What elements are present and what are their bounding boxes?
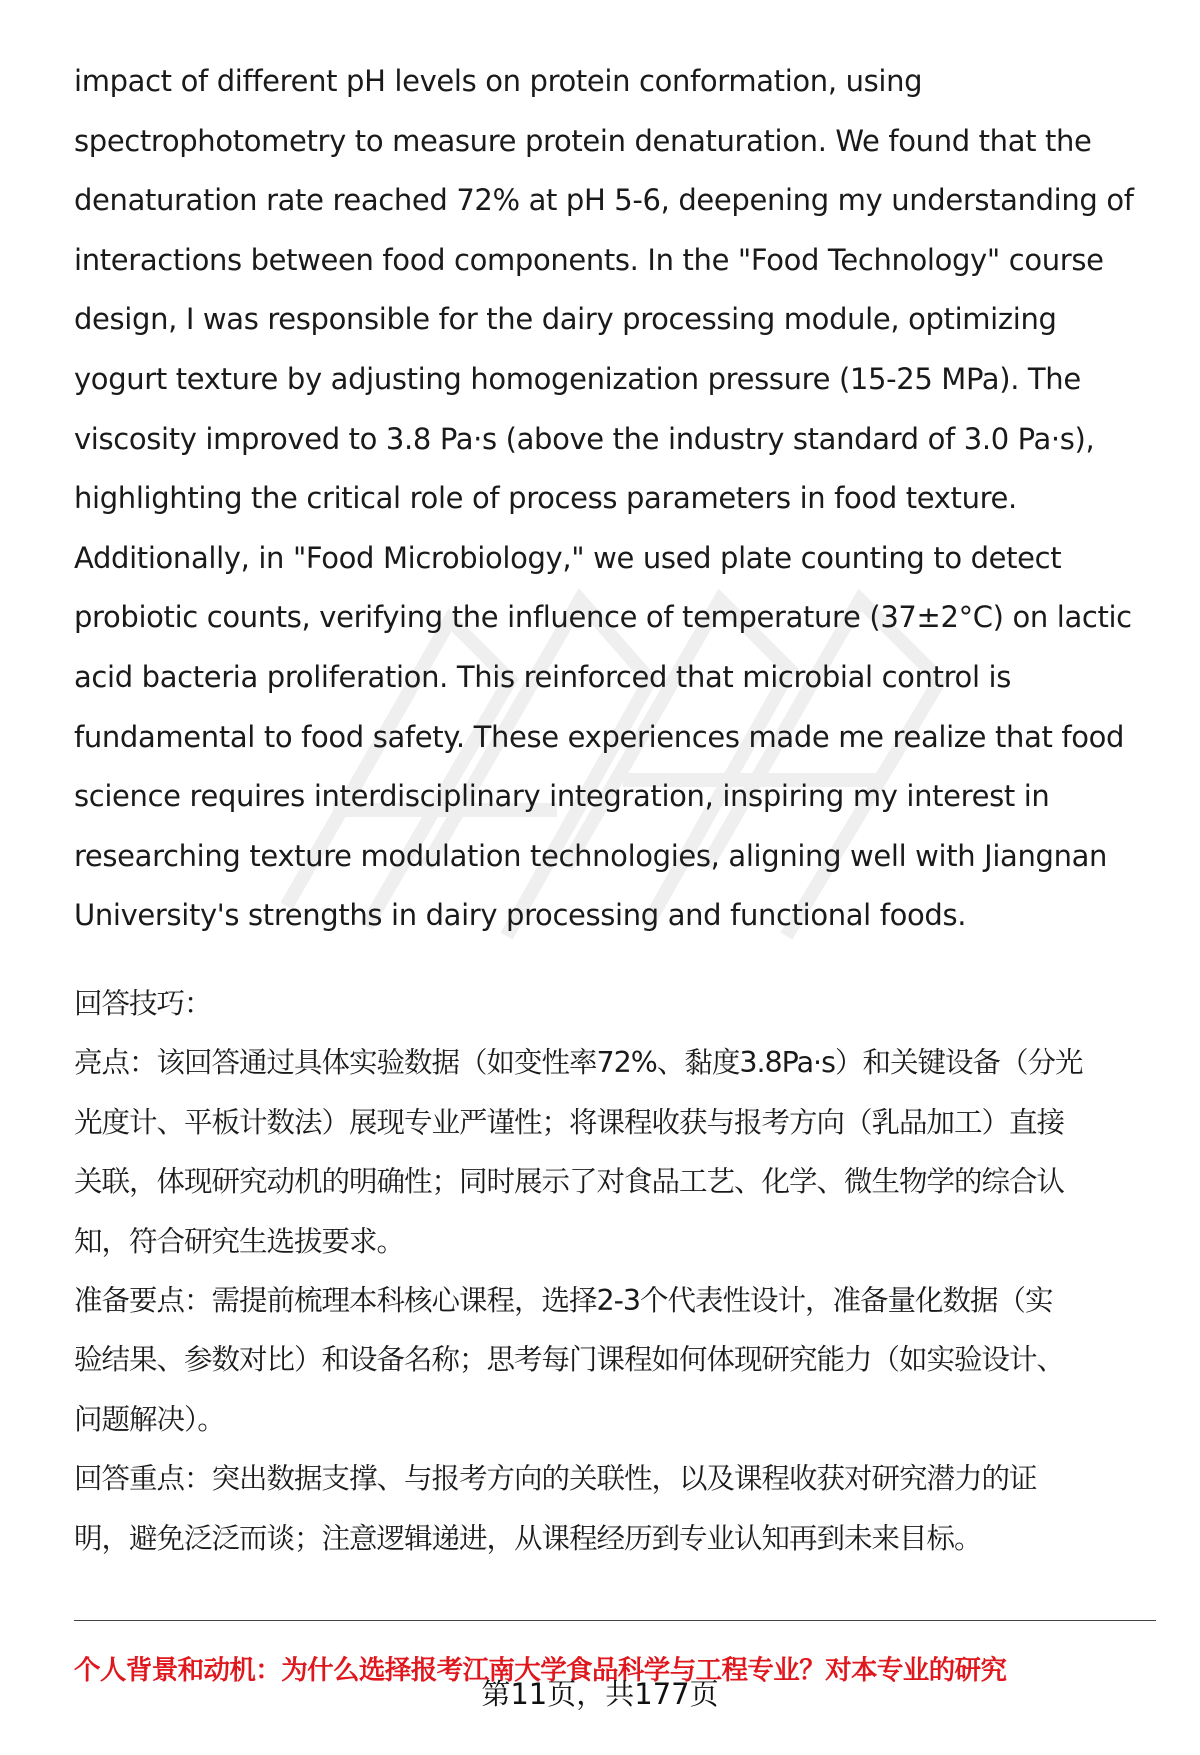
answer-line: interactions between food components. In the "Food Technology" course: [74, 242, 1104, 277]
answer-text: [74, 52, 1154, 946]
tips-line: 明，避免泛泛而谈；注意逻辑递进，从课程经历到专业认知再到未来目标。: [74, 1521, 982, 1555]
answer-line: design, I was responsible for the dairy processing module, optimizing: [74, 302, 1057, 337]
answer-line: fundamental to food safety. These experiences made me realize that food: [74, 719, 1125, 754]
answer-line: denaturation rate reached 72% at pH 5-6, deepening my understanding of: [74, 183, 1134, 218]
answer-line: highlighting the critical role of process parameters in food texture.: [74, 481, 1017, 516]
tips-line: 光度计、平板计数法）展现专业严谨性；将课程收获与报考方向（乳品加工）直接: [74, 1105, 1065, 1139]
answer-line: impact of different pH levels on protein conformation, using: [74, 64, 923, 98]
answer-line: spectrophotometry to measure protein denaturation. We found that the: [74, 123, 1092, 158]
tips-line: 回答重点：突出数据支撑、与报考方向的关联性，以及课程收获对研究潜力的证: [74, 1462, 1037, 1496]
answer-line: yogurt texture by adjusting homogenization pressure (15-25 MPa). The: [74, 361, 1081, 396]
answer-tips: [74, 974, 1164, 1568]
section-divider: [74, 1620, 1156, 1621]
answer-line: acid bacteria proliferation. This reinforced that microbial control is: [74, 659, 1011, 694]
answer-line: University's strengths in dairy processing and functional foods.: [74, 898, 967, 933]
tips-line: 准备要点：需提前梳理本科核心课程，选择2-3个代表性设计，准备量化数据（实: [74, 1283, 1053, 1317]
answer-line: Additionally, in "Food Microbiology," we used plate counting to detect: [74, 540, 1062, 575]
tips-heading: 回答技巧：: [74, 987, 212, 1020]
answer-line: researching texture modulation technologies, aligning well with Jiangnan: [74, 838, 1108, 873]
answer-line: viscosity improved to 3.8 Pa·s (above the industry standard of 3.0 Pa·s),: [74, 421, 1095, 456]
tips-line: 验结果、参数对比）和设备名称；思考每门课程如何体现研究能力（如实验设计、: [74, 1343, 1065, 1377]
tips-line: 亮点：该回答通过具体实验数据（如变性率72%、黏度3.8Pa·s）和关键设备（分光: [74, 1046, 1083, 1080]
next-question-heading: 个人背景和动机：为什么选择报考江南大学食品科学与工程专业？对本专业的研究: [74, 1655, 1007, 1686]
answer-line: probiotic counts, verifying the influence of temperature (37±2°C) on lactic: [74, 600, 1132, 635]
tips-line: 问题解决）。: [74, 1402, 225, 1436]
answer-line: science requires interdisciplinary integration, inspiring my interest in: [74, 779, 1050, 814]
page-indicator: 第11页，共177页: [481, 1677, 719, 1711]
tips-line: 知，符合研究生选拔要求。: [74, 1224, 405, 1258]
tips-line: 关联，体现研究动机的明确性；同时展示了对食品工艺、化学、微生物学的综合认: [74, 1165, 1065, 1199]
